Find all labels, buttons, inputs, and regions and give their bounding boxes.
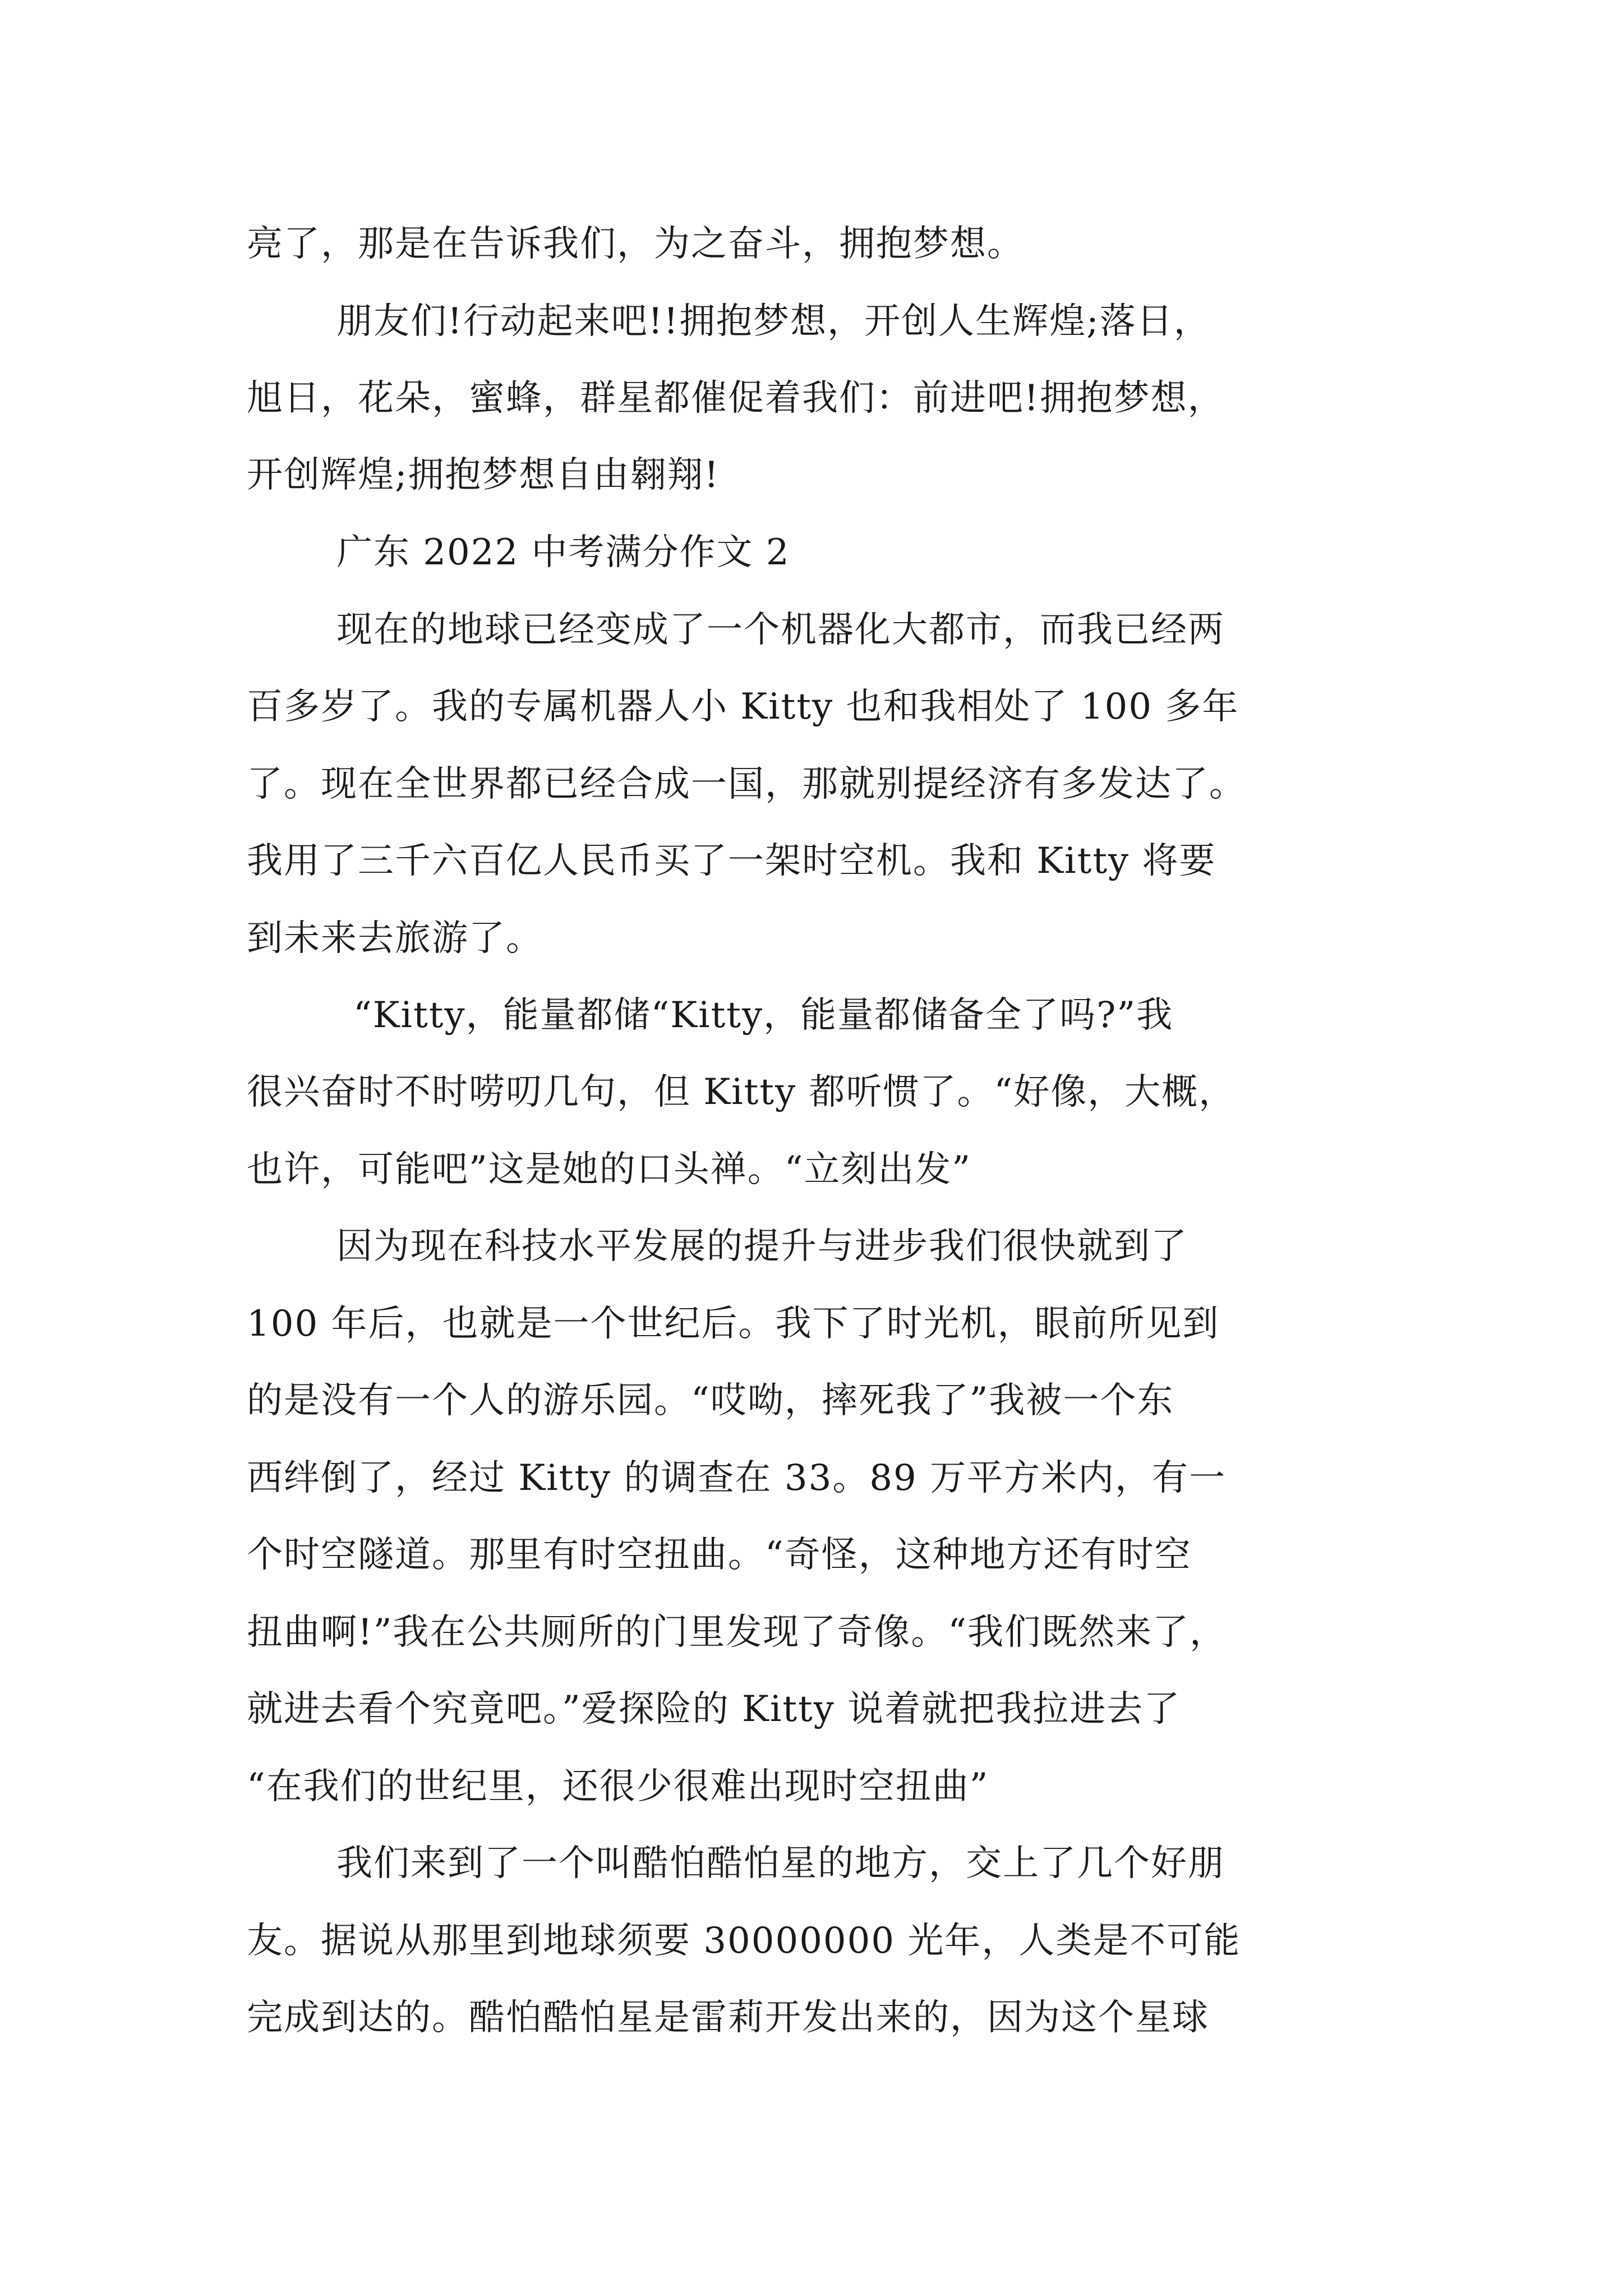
text-line: 扭曲啊!”我在公共厕所的门里发现了奇像。“我们既然来了， <box>247 1612 1227 1653</box>
text-line: 亮了，那是在告诉我们，为之奋斗，拥抱梦想。 <box>247 223 1024 265</box>
text-line: 开创辉煌;拥抱梦想自由翱翔! <box>247 454 720 496</box>
text-line: 西绊倒了，经过 Kitty 的调查在 33。89 万平方米内，有一 <box>247 1457 1227 1499</box>
text-line: 友。据说从那里到地球须要 30000000 光年，人类是不可能 <box>247 1920 1241 1962</box>
text-line: 很兴奋时不时唠叨几句，但 Kitty 都听惯了。“好像，大概， <box>247 1071 1236 1113</box>
text-line: 现在的地球已经变成了一个机器化大都市，而我已经两 <box>336 609 1225 651</box>
text-line: 百多岁了。我的专属机器人小 Kitty 也和我相处了 100 多年 <box>247 686 1239 728</box>
text-line: 旭日，花朵，蜜蜂，群星都催促着我们：前进吧!拥抱梦想， <box>247 378 1225 419</box>
text-line: 100 年后，也就是一个世纪后。我下了时光机，眼前所见到 <box>247 1303 1220 1345</box>
text-line: 就进去看个究竟吧。”爱探险的 Kitty 说着就把我拉进去了 <box>247 1688 1181 1730</box>
text-line: 完成到达的。酷怕酷怕星是雷莉开发出来的，因为这个星球 <box>247 1997 1209 2039</box>
text-line: 了。现在全世界都已经合成一国，那就别提经济有多发达了。 <box>247 763 1246 805</box>
text-line: 朋友们!行动起来吧!!拥抱梦想，开创人生辉煌;落日， <box>336 301 1211 342</box>
text-line: “Kitty，能量都储“Kitty，能量都储备全了吗?”我 <box>353 995 1174 1036</box>
text-line: 也许，可能吧”这是她的口头禅。“立刻出发” <box>247 1149 972 1190</box>
text-line: 我用了三千六百亿人民币买了一架时空机。我和 Kitty 将要 <box>247 840 1216 882</box>
text-line: 我们来到了一个叫酷怕酷怕星的地方，交上了几个好朋 <box>336 1843 1225 1884</box>
text-line: “在我们的世纪里，还很少很难出现时空扭曲” <box>247 1766 989 1807</box>
text-line: 的是没有一个人的游乐园。“哎呦，摔死我了”我被一个东 <box>247 1380 1174 1421</box>
section-heading: 广东 2022 中考满分作文 2 <box>336 532 790 573</box>
text-line: 因为现在科技水平发展的提升与进步我们很快就到了 <box>336 1226 1188 1267</box>
text-line: 个时空隧道。那里有时空扭曲。“奇怪，这种地方还有时空 <box>247 1534 1192 1576</box>
text-line: 到未来去旅游了。 <box>247 918 543 959</box>
